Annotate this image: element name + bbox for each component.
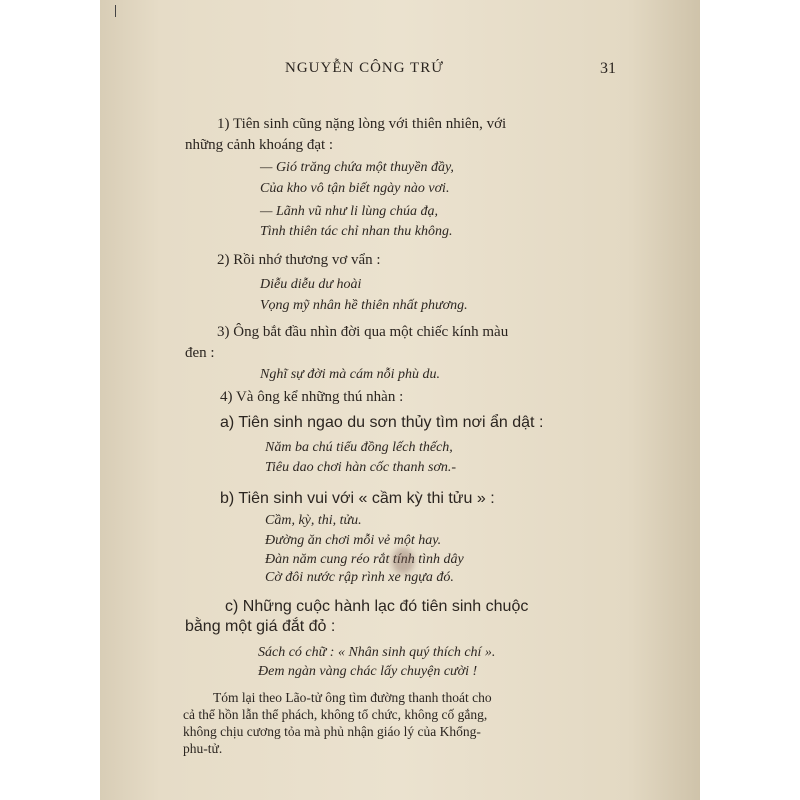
verse-line: Nghĩ sự đời mà cám nỗi phù du.	[260, 367, 440, 382]
section-heading: bằng một giá đắt đỏ :	[185, 618, 336, 635]
verse-line: Đường ăn chơi mỗi vẻ một hay.	[265, 533, 442, 548]
verse-line: Năm ba chú tiểu đồng lếch thếch,	[265, 440, 453, 455]
text-line: những cảnh khoáng đạt :	[185, 137, 334, 153]
verse-line: Tình thiên tác chỉ nhan thu không.	[260, 224, 453, 239]
verse-line: Vọng mỹ nhân hề thiên nhất phương.	[260, 298, 468, 313]
section-heading: a) Tiên sinh ngao du sơn thủy tìm nơi ẩn dật :	[220, 414, 544, 431]
running-header: NGUYỄN CÔNG TRỨ	[285, 60, 444, 76]
page-number: 31	[600, 60, 616, 77]
book-page	[100, 0, 700, 800]
page-mark	[115, 5, 116, 17]
section-heading: c) Những cuộc hành lạc đó tiên sinh chuộc	[225, 598, 529, 615]
verse-line: Sách có chữ : « Nhân sinh quý thích chí ».	[258, 645, 496, 660]
ink-stain	[392, 548, 414, 574]
text-line: 3) Ông bắt đầu nhìn đời qua một chiếc kính màu	[217, 324, 509, 340]
section-heading: b) Tiên sinh vui với « cầm kỳ thi tửu » :	[220, 490, 495, 507]
verse-line: — Lãnh vũ như li lùng chúa đạ,	[260, 204, 438, 219]
verse-line: Cầm, kỳ, thi, tửu.	[265, 513, 362, 528]
text-line: 2) Rồi nhớ thương vơ vẩn :	[217, 252, 381, 268]
verse-line: Cờ đôi nước rập rình xe ngựa đó.	[265, 570, 454, 585]
verse-line: — Gió trăng chứa một thuyền đầy,	[260, 160, 454, 175]
verse-line: Diễu diễu dư hoài	[260, 277, 362, 292]
text-line: không chịu cương tỏa mà phủ nhận giáo lý của Khổng-	[183, 724, 481, 739]
verse-line: Của kho vô tận biết ngày nào vơi.	[260, 181, 450, 196]
verse-line: Đàn năm cung réo rắt tính tình dây	[265, 552, 464, 567]
text-line: Tóm lại theo Lão-tử ông tìm đường thanh thoát cho	[213, 690, 492, 705]
verse-line: Tiêu dao chơi hàn cốc thanh sơn.-	[265, 460, 457, 475]
text-line: cả thể hồn lẫn thể phách, không tổ chức, không cố gắng,	[183, 707, 488, 722]
text-line: phu-tử.	[183, 741, 223, 756]
text-line: 1) Tiên sinh cũng nặng lòng với thiên nhiên, với	[217, 116, 507, 132]
text-line: 4) Và ông kể những thú nhàn :	[220, 389, 404, 405]
text-line: đen :	[185, 345, 215, 361]
verse-line: Đem ngàn vàng chác lấy chuyện cười !	[258, 664, 478, 679]
